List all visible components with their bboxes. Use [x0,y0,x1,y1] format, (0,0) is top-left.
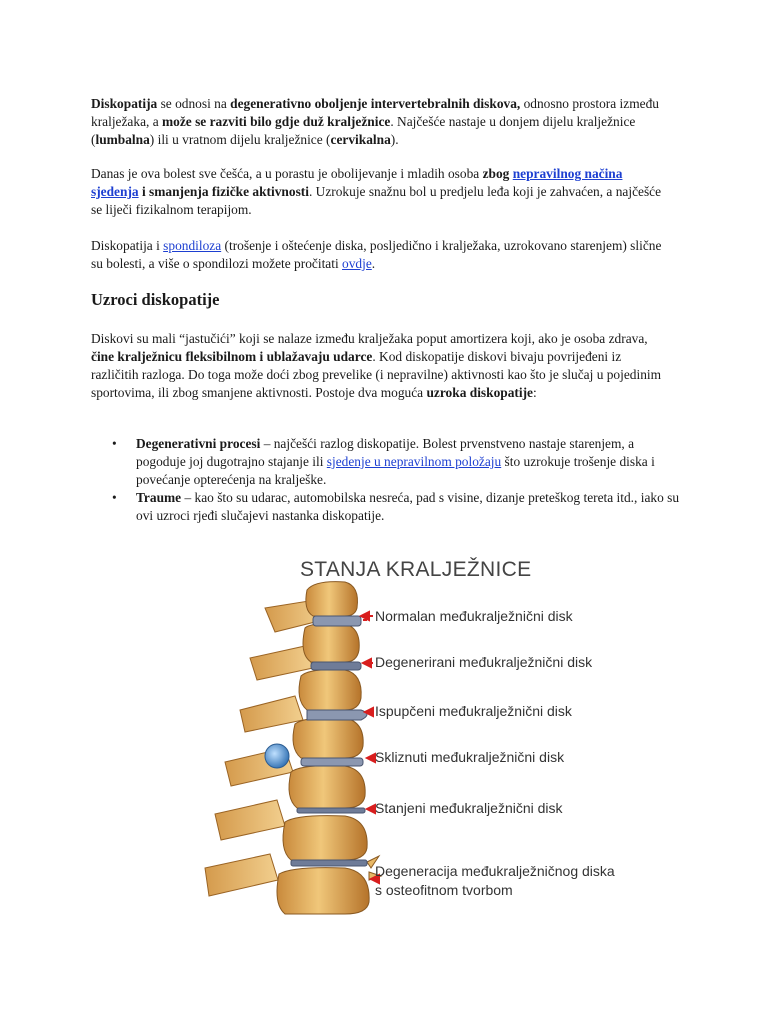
label-thinned-disc: Stanjeni međukralježnični disk [375,800,563,816]
bold-phrase: Degenerativni procesi [136,436,261,451]
bold-phrase: može se razviti bilo gdje duž kralježnice [162,114,391,129]
bullet-icon: • [112,490,117,505]
text-span: što uzrokuje trošenje diska i povećanje opterećenja na kralješke. [136,454,655,487]
bold-phrase: i smanjenja fizičke aktivnosti [138,184,309,199]
bold-phrase: uzroka diskopatije [426,385,533,400]
text-span: ) ili u vratnom dijelu kralježnice ( [149,132,331,147]
spine-conditions-figure [195,550,645,920]
text-span: . Kod diskopatije diskovi bivaju povrijeđeni iz različitih razloga. Do toga može doći zbog prevelike (i nepravilne) aktivnosti kao što je slučaj u pojedinim sportovima, ili zbog smanjene aktivnosti. Postoje dva moguća [91,349,662,400]
bold-cervikalna: cervikalna [330,132,391,147]
label-osteophyte-line2: s osteofitnom tvorbom [375,882,513,898]
text-span: Diskovi su mali “jastučići” koji se nalaze između kralježaka poput amortizera koji, ako je osoba zdrava, [91,331,648,346]
text-span: se odnosi na [157,96,231,111]
label-osteophyte-line1: Degeneracija međukralježničnog diska [375,863,615,879]
label-normal-disc: Normalan međukralježnični disk [375,608,573,624]
text-span: . Uzrokuje snažnu bol u predjelu leđa koji je zahvaćen, a najčešće se liječi fizikalnom terapijom. [91,184,662,217]
text-span: (trošenje i oštećenje diska, posljedično i kralježaka, uzrokovano starenjem) slične su bolesti, a više o spondilozi možete pročitati [91,238,662,271]
spondiloza-paragraph [91,237,671,273]
list-item-degenerativni [91,435,681,489]
causes-list [91,435,681,525]
causes-paragraph [91,330,671,402]
link-sjedenje-u-nepravilnom-polozaju[interactable]: sjedenje u nepravilnom položaju [326,454,502,469]
text-span: . Najčešće nastaje u donjem dijelu kralježnice ( [91,114,636,147]
bold-phrase: zbog [482,166,513,181]
label-bulging-disc: Ispupčeni međukralježnični disk [375,703,572,719]
label-slipped-disc: Skliznuti međukralježnični disk [375,749,565,765]
text-span: Danas je ova bolest sve češća, a u porastu je obolijevanje i mladih osoba [91,166,483,181]
link-nepravilnog-nacina-sjedenja[interactable]: nepravilnog načina sjedenja [91,166,623,199]
text-span: – kao što su udarac, automobilska nesreća, pad s visine, dizanje preteškog tereta itd., iako su ovi uzroci rjeđi slučajevi nastanka diskopatije. [136,490,680,523]
bold-phrase: Traume [136,490,182,505]
term-diskopatija: Diskopatija [91,96,158,111]
bold-phrase: degenerativno oboljenje intervertebralnih diskova, [230,96,521,111]
text-span: ). [390,132,399,147]
bold-lumbalna: lumbalna [95,132,150,147]
herniated-disc-bulge [265,744,289,768]
figure-title: STANJA KRALJEŽNICE [300,558,532,581]
text-span: . [371,256,376,271]
bold-phrase: čine kralježnicu fleksibilnom i ublažavaju udarce [91,349,373,364]
text-span: Diskopatija i [91,238,164,253]
text-span: : [533,385,537,400]
bullet-icon: • [112,436,117,451]
link-ovdje[interactable]: ovdje [342,256,372,271]
section-heading: Uzroci diskopatije [91,290,220,309]
label-degenerated-disc: Degenerirani međukralježnični disk [375,654,593,670]
list-item-traume [91,489,681,525]
link-spondiloza[interactable]: spondiloza [163,238,222,253]
intro-paragraph [91,95,671,149]
prevalence-paragraph [91,165,671,219]
text-span: odnosno prostora između kralježaka, a [91,96,659,129]
text-span: – najčešći razlog diskopatije. Bolest prvenstveno nastaje starenjem, a pogoduje joj dugotrajno stajanje ili [136,436,635,469]
